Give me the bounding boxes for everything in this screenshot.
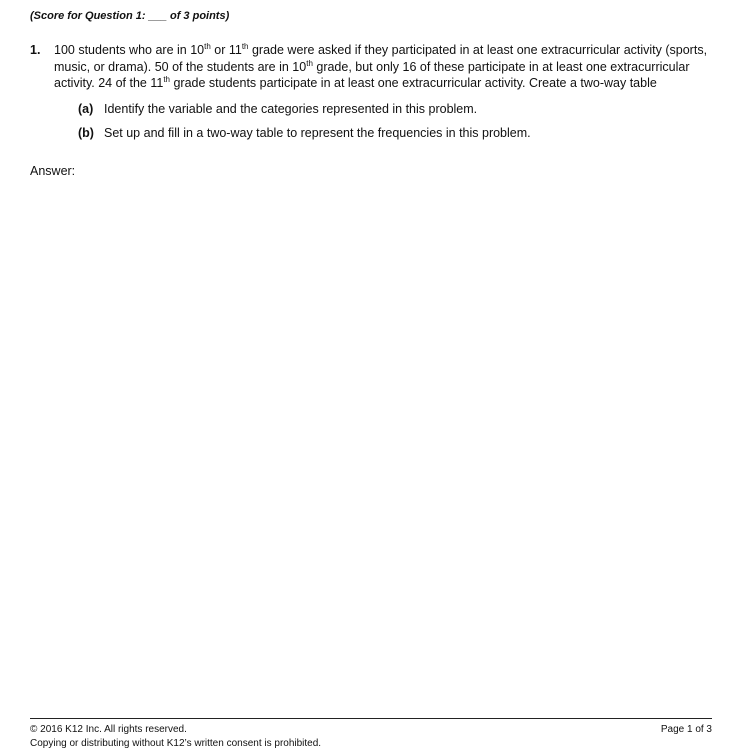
- ordinal-suffix: th: [241, 41, 249, 51]
- subpart-a: [78, 101, 710, 118]
- score-line: (Score for Question 1: ___ of 3 points): [30, 10, 230, 22]
- question-1: [30, 42, 710, 150]
- copyright-text: © 2016 K12 Inc. All rights reserved.: [30, 724, 187, 735]
- ordinal-suffix: th: [163, 74, 170, 84]
- subpart-label: (b): [78, 126, 94, 140]
- subpart-b: [78, 125, 710, 142]
- question-number: 1.: [30, 43, 41, 57]
- subparts-list: [78, 101, 710, 142]
- question-text-part: grade, but only 16 of these participate in at least one extracurricular activity. 24 of the 11: [54, 59, 690, 90]
- page-number: Page 1 of 3: [660, 724, 712, 735]
- subpart-text: Set up and fill in a two-way table to represent the frequencies in this problem.: [104, 126, 531, 140]
- question-text-part: grade were asked if they participated in at least one extracurricular activity (sports, music, or drama). 50 of the students are in 10: [54, 43, 708, 74]
- ordinal-suffix: th: [306, 58, 313, 68]
- footer-left: [30, 723, 321, 751]
- question-text-part: grade students participate in at least one extracurricular activity. Create a two-way table: [170, 76, 657, 90]
- footer-divider: [30, 718, 712, 719]
- ordinal-suffix: th: [204, 41, 211, 51]
- subpart-text: Identify the variable and the categories represented in this problem.: [104, 101, 478, 116]
- answer-label: Answer:: [30, 164, 76, 178]
- question-text-part: or 11: [210, 43, 242, 57]
- subpart-label: (a): [78, 101, 94, 116]
- question-text: [54, 42, 710, 92]
- question-text-part: 100 students who are in 10: [54, 43, 205, 57]
- consent-notice: Copying or distributing without K12’s written consent is prohibited.: [30, 738, 322, 749]
